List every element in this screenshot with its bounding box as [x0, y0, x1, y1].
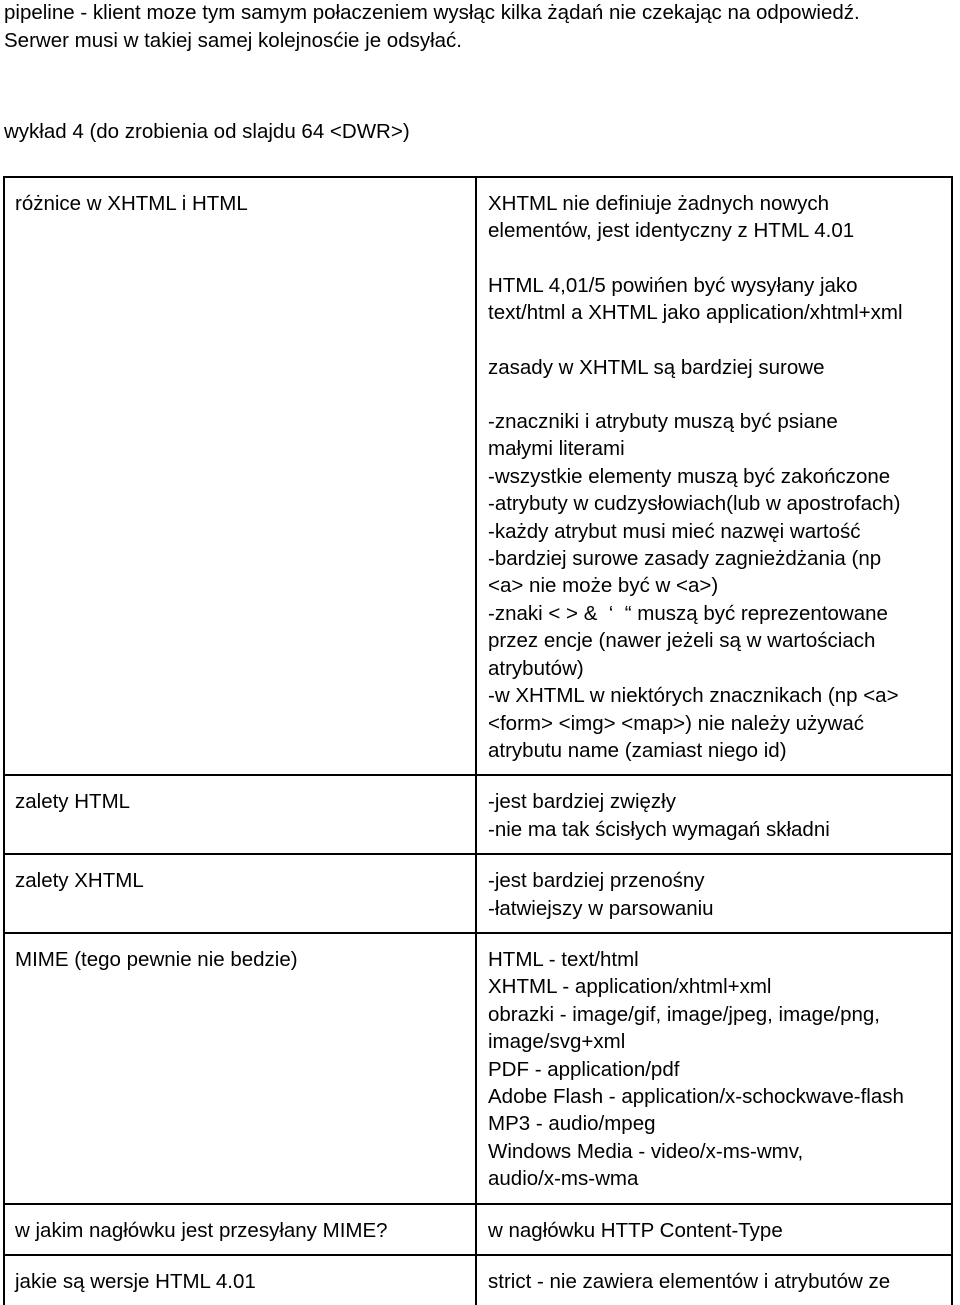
answer-line: HTML - text/html	[488, 947, 639, 971]
answer-line: elementów, jest identyczny z HTML 4.01	[488, 219, 855, 243]
answer-line: -łatwiejszy w parsowaniu	[488, 896, 714, 920]
answer-paragraph	[488, 272, 951, 327]
answer-paragraph	[488, 946, 951, 1193]
answer-line: -znaki < > & ‘ “ muszą być reprezentowane	[488, 601, 888, 625]
answer-line: w nagłówku HTTP Content-Type	[488, 1218, 783, 1242]
answer-line: atrybutów)	[488, 656, 584, 680]
topic-text: w jakim nagłówku jest przesyłany MIME?	[15, 1218, 388, 1242]
answer-cell	[476, 933, 952, 1204]
topic-text: zalety HTML	[15, 790, 131, 814]
table-row	[4, 775, 952, 854]
topic-text: jakie są wersje HTML 4.01	[15, 1270, 256, 1293]
answer-line: zasady w XHTML są bardziej surowe	[488, 355, 825, 379]
answer-line: -każdy atrybut musi mieć nazwęi wartość	[488, 519, 861, 543]
answer-line: -w XHTML w niektórych znacznikach (np <a>	[488, 684, 899, 708]
topic-cell	[4, 933, 476, 1204]
answer-line: Windows Media - video/x-ms-wmv,	[488, 1139, 804, 1163]
table-row	[4, 177, 952, 775]
answer-line: -jest bardziej przenośny	[488, 869, 705, 893]
answer-line: audio/x-ms-wma	[488, 1167, 639, 1191]
answer-paragraph	[488, 354, 951, 381]
answer-line: MP3 - audio/mpeg	[488, 1112, 656, 1136]
topic-cell	[4, 1255, 476, 1305]
topic-cell	[4, 854, 476, 933]
answer-line: Adobe Flash - application/x-schockwave-flash	[488, 1084, 904, 1108]
answer-cell	[476, 177, 952, 775]
answer-paragraph	[488, 788, 951, 843]
table-body	[4, 177, 952, 1305]
intro-paragraph	[4, 0, 954, 55]
answer-line: -nie ma tak ścisłych wymagań składni	[488, 817, 830, 841]
topic-text: MIME (tego pewnie nie bedzie)	[15, 947, 298, 971]
answer-line: -znaczniki i atrybuty muszą być psiane	[488, 410, 838, 434]
answer-line: <form> <img> <map>) nie należy używać	[488, 711, 865, 735]
answer-line: -jest bardziej zwięzły	[488, 790, 676, 814]
answer-line: XHTML - application/xhtml+xml	[488, 975, 772, 999]
table-row	[4, 1204, 952, 1255]
answer-paragraph	[488, 1268, 951, 1295]
answer-line: PDF - application/pdf	[488, 1057, 680, 1081]
answer-line: image/svg+xml	[488, 1030, 626, 1054]
answer-line: -atrybuty w cudzysłowiach(lub w apostrofach)	[488, 492, 901, 516]
answer-line: -bardziej surowe zasady zagnieżdżania (np	[488, 547, 882, 571]
answer-cell	[476, 854, 952, 933]
answer-paragraph	[488, 1217, 951, 1244]
topic-text: zalety XHTML	[15, 869, 144, 893]
answer-line: XHTML nie definiuje żadnych nowych	[488, 192, 830, 215]
answer-line: text/html a XHTML jako application/xhtml+xml	[488, 301, 903, 325]
lecture-heading: wykład 4 (do zrobienia od slajdu 64 <DWR>)	[4, 120, 410, 143]
topic-cell	[4, 177, 476, 775]
topic-cell	[4, 775, 476, 854]
comparison-table	[3, 176, 953, 1305]
answer-line: przez encje (nawer jeżeli są w wartościach	[488, 629, 876, 653]
answer-line: -wszystkie elementy muszą być zakończone	[488, 464, 891, 488]
answer-line: małymi literami	[488, 437, 625, 461]
answer-line: HTML 4,01/5 powińen być wysyłany jako	[488, 273, 858, 297]
answer-line: atrybutu name (zamiast niego id)	[488, 738, 787, 762]
table-row	[4, 933, 952, 1204]
topic-text: różnice w XHTML i HTML	[15, 192, 248, 215]
answer-paragraph	[488, 867, 951, 922]
intro-line-1: pipeline - klient moze tym samym połaczeniem wysłąc kilka żądań nie czekając na odpowiedź.	[4, 1, 860, 24]
answer-cell	[476, 775, 952, 854]
answer-paragraph	[488, 408, 951, 764]
answer-cell	[476, 1204, 952, 1255]
table-row	[4, 854, 952, 933]
answer-paragraph	[488, 190, 951, 245]
answer-line: <a> nie może być w <a>)	[488, 574, 719, 598]
topic-cell	[4, 1204, 476, 1255]
answer-cell	[476, 1255, 952, 1305]
intro-line-2: Serwer musi w takiej samej kolejnosćie je odsyłać.	[4, 29, 463, 52]
answer-line: obrazki - image/gif, image/jpeg, image/png,	[488, 1002, 880, 1026]
table-row	[4, 1255, 952, 1305]
answer-line: strict - nie zawiera elementów i atrybutów ze	[488, 1270, 891, 1293]
